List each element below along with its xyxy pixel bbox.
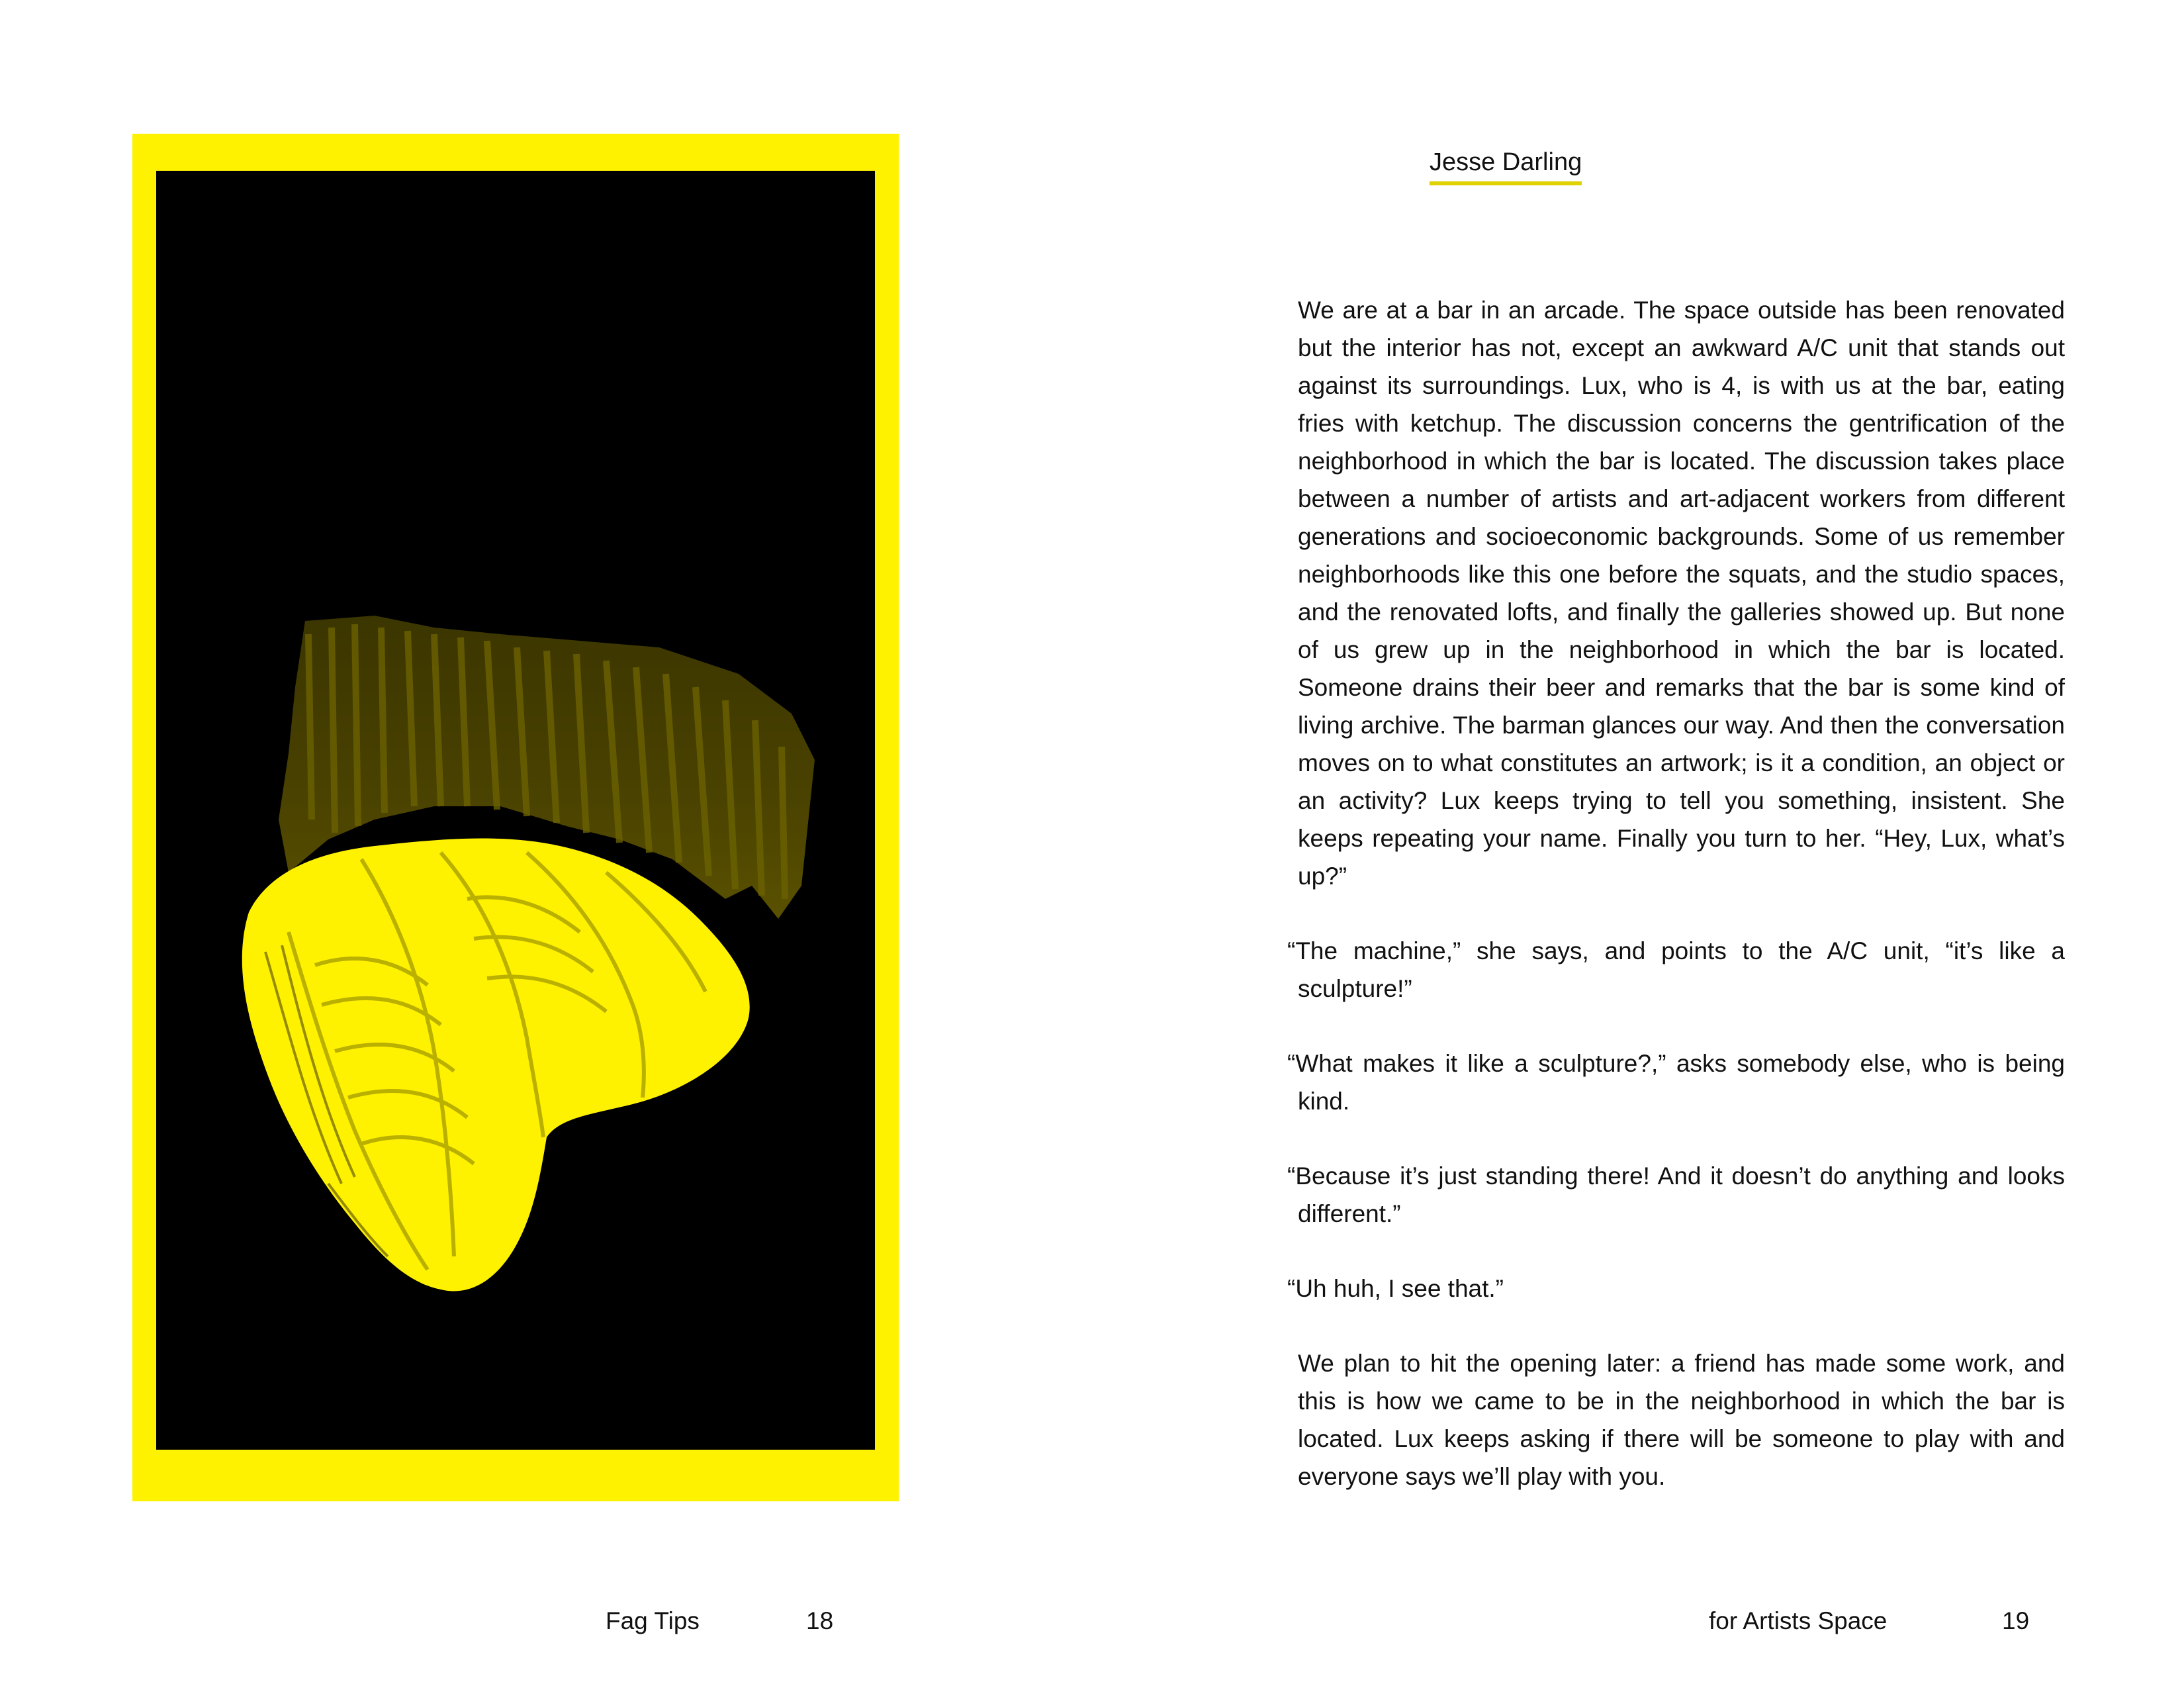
paragraph: “Because it’s just standing there! And it doesn’t do anything and looks different.” bbox=[1287, 1162, 2065, 1227]
author-name: Jesse Darling bbox=[1430, 144, 1582, 185]
left-footer-title: Fag Tips bbox=[606, 1607, 700, 1634]
paragraph: We plan to hit the opening later: a friend has made some work, and this is how we came to be in the neighborhood in which the bar is located. Lux keeps asking if there will be someone to play with and everyone says we’ll play with you. bbox=[1298, 1350, 2065, 1490]
artwork-frame bbox=[132, 134, 899, 1501]
left-page-number: 18 bbox=[806, 1607, 834, 1634]
essay-body bbox=[1287, 291, 2065, 1532]
right-page-number: 19 bbox=[2002, 1607, 2030, 1634]
artwork-image bbox=[156, 171, 875, 1450]
paragraph: “The machine,” she says, and points to the A/C unit, “it’s like a sculpture!” bbox=[1287, 937, 2065, 1002]
paragraph: We are at a bar in an arcade. The space outside has been renovated but the interior has not, except an awkward A/C unit that stands out against its surroundings. Lux, who is 4, is with us at the bar, eating fries with ketchup. The discussion concerns the gentrification of the neighborhood in which the bar is located. The discussion takes place between a number of artists and art-adjacent workers from different generations and socioeconomic backgrounds. Some of us remember neighborhoods like this one before the squats, and the studio spaces, and the renovated lofts, and finally the galleries showed up. But none of us grew up in the neighborhood in which the bar is located. Someone drains their beer and remarks that the bar is some kind of living archive. The barman glances our way. And then the conversation moves on to what constitutes an artwork; is it a condition, an object or an activity? Lux keeps trying to tell you something, insistent. She keeps repeating your name. Finally you turn to her. “Hey, Lux, what’s up?” bbox=[1298, 297, 2065, 890]
paragraph: “Uh huh, I see that.” bbox=[1287, 1275, 1504, 1302]
right-footer-title: for Artists Space bbox=[1709, 1607, 1888, 1634]
sculpture-illustration bbox=[156, 171, 875, 1450]
paragraph: “What makes it like a sculpture?,” asks somebody else, who is being kind. bbox=[1287, 1050, 2065, 1115]
yellow-sculpture bbox=[242, 838, 750, 1291]
